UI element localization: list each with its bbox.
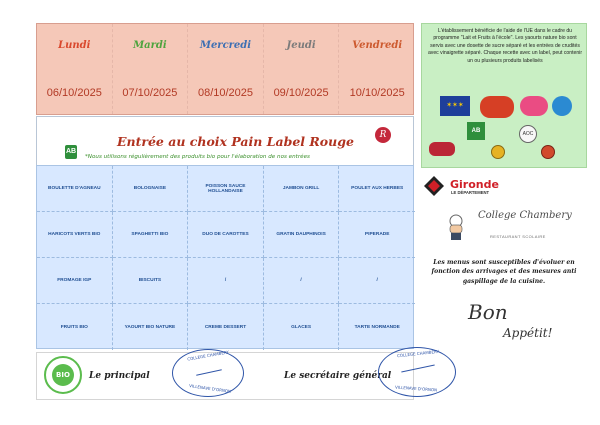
day-col-3 (264, 24, 340, 114)
stamp-1-signature (196, 369, 222, 375)
day-date-vendredi: 10/10/2025 (349, 87, 405, 99)
eu-info-panel (421, 23, 587, 168)
menu-cell-3-3: GLACES (264, 304, 340, 350)
day-name-mardi: Mardi (133, 40, 167, 51)
day-date-mardi: 07/10/2025 (122, 87, 178, 99)
menu-cell-2-2: / (188, 258, 264, 304)
menu-cell-1-2: DUO DE CAROTTES (188, 212, 264, 258)
days-header (36, 23, 414, 115)
stamp-2-text: COLLEGE CHAMBERY (396, 348, 440, 359)
day-date-lundi: 06/10/2025 (46, 87, 102, 99)
aoc-label-icon: AOC (519, 125, 537, 143)
stamp-2-text-b: VILLENAVE D'ORNON (394, 384, 438, 393)
lait-logo-icon (552, 96, 572, 116)
eu-info-text: L'établissement bénéficie de l'aide de l'UE dans le cadre du programme "Lait et Fruits à l'école". Les yaourts nature bio sont servis avec une dosette de sucre séparé et les entrées de crudités avec vinaigrette séparé. Chaque recette avec un label, peut contenir un ou plusieurs produits labelisés (427, 28, 583, 64)
menu-cell-1-1: SPAGHETTI BIO (113, 212, 189, 258)
lait-fruits-logo-icon (480, 96, 514, 118)
menu-cell-0-2: POISSON SAUCE HOLLANDAISE (188, 166, 264, 212)
menu-cell-3-1: YAOURT BIO NATURE (113, 304, 189, 350)
menu-cell-1-4: PIPERADE (339, 212, 415, 258)
menu-cell-2-3: / (264, 258, 340, 304)
bio-stamp-text: BIO (52, 364, 74, 386)
menu-cell-3-2: CREME DESSERT (188, 304, 264, 350)
menu-cell-3-0: FRUITS BIO (37, 304, 113, 350)
menu-cell-2-1: BISCUITS (113, 258, 189, 304)
igp-seal-icon (491, 145, 505, 159)
gironde-name: Gironde (450, 178, 499, 191)
menu-cell-0-0: BOULETTE D'AGNEAU (37, 166, 113, 212)
menu-cell-1-3: GRATIN DAUPHINOIS (264, 212, 340, 258)
entry-title-band (36, 116, 414, 172)
menu-cell-2-4: / (339, 258, 415, 304)
menu-grid (36, 165, 414, 349)
menu-cell-1-0: HARICOTS VERTS BIO (37, 212, 113, 258)
ab-bio-icon: AB (65, 145, 77, 159)
college-name: College Chambery (478, 210, 572, 221)
day-name-jeudi: Jeudi (286, 40, 316, 51)
stg-seal-icon (541, 145, 555, 159)
secretaire-label: Le secrétaire général (284, 371, 392, 381)
menu-warning-text: Les menus sont susceptibles d'évoluer en fonction des arrivages et des mesures anti gaspillage de la cuisine. (431, 259, 577, 285)
gironde-subtitle: LE DÉPARTEMENT (451, 190, 490, 195)
day-date-jeudi: 09/10/2025 (273, 87, 329, 99)
day-name-mercredi: Mercredi (199, 40, 252, 51)
day-date-mercredi: 08/10/2025 (197, 87, 254, 99)
entry-subtitle: *Nous utilisons régulièrement des produits bio pour l'élaboration de nos entrées (85, 154, 310, 160)
principal-label: Le principal (89, 371, 150, 381)
day-col-2 (188, 24, 264, 114)
eu-flag-icon: ✶✶✶ (440, 96, 470, 116)
college-stamp-2 (378, 347, 456, 397)
stamp-1-text: COLLEGE CHAMBERY (186, 349, 230, 362)
gironde-mark-icon (424, 176, 444, 196)
college-stamp-1 (172, 349, 244, 397)
menu-cell-0-1: BOLOGNAISE (113, 166, 189, 212)
menu-cell-2-0: FROMAGE IGP (37, 258, 113, 304)
stamp-1-text-b: VILLENAVE D'ORNON (188, 383, 232, 394)
ab-label-icon: AB (467, 122, 485, 140)
appetit-text: Appétit! (503, 326, 553, 340)
menu-cell-3-4: TARTE NORMANDE (354, 324, 400, 330)
bon-text: Bon (468, 300, 508, 324)
chef-icon (446, 213, 466, 241)
label-rouge-icon: R (375, 127, 391, 143)
menu-cell-0-4: POULET AUX HERBES (339, 166, 415, 212)
day-col-1 (113, 24, 189, 114)
day-name-lundi: Lundi (58, 40, 91, 51)
bio-stamp (44, 356, 82, 394)
label-rouge-badge-icon (429, 142, 455, 156)
day-col-0 (37, 24, 113, 114)
day-name-vendredi: Vendredi (352, 40, 403, 51)
gironde-logo (422, 174, 586, 198)
day-col-4 (339, 24, 415, 114)
menu-cell-0-3: JAMBON GRILL (264, 166, 340, 212)
stamp-2-signature (401, 364, 434, 372)
college-subtitle: RESTAURANT SCOLAIRE (490, 234, 546, 239)
entry-title: Entrée au choix Pain Label Rouge (117, 134, 354, 149)
fruits-logo-icon (520, 96, 548, 116)
